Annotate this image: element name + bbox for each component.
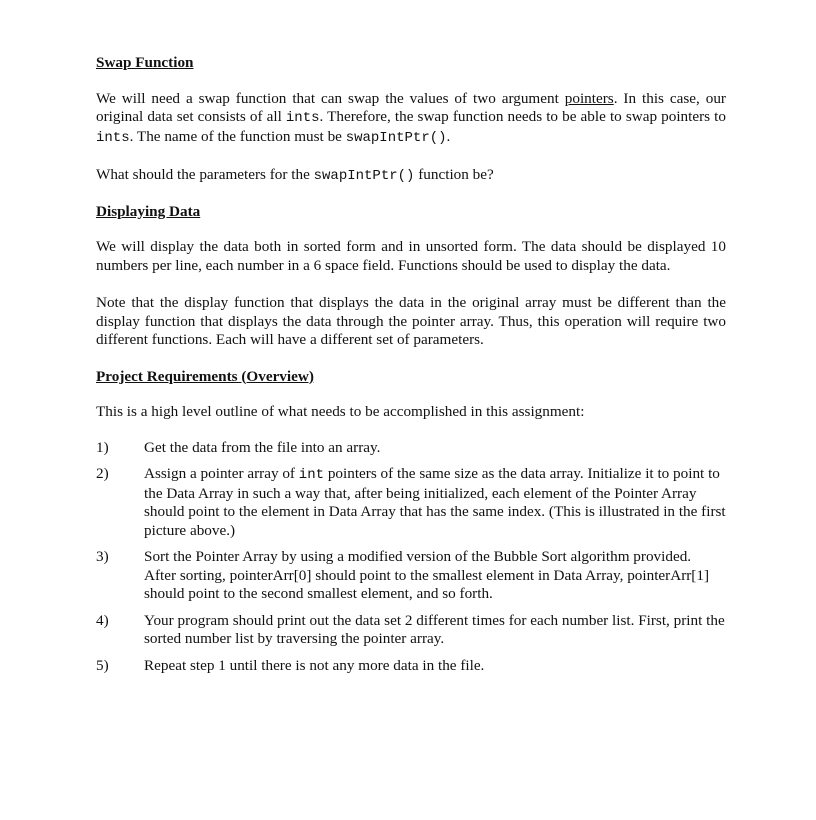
code-int: int — [298, 467, 325, 483]
list-text: Get the data from the file into an array. — [144, 438, 381, 456]
swap-parameters-question: What should the parameters for the swapIntPtr() function be? — [96, 166, 494, 184]
list-item — [96, 548, 726, 604]
pointers-underlined: pointers — [564, 89, 614, 107]
requirements-list — [96, 439, 726, 676]
list-item — [96, 465, 726, 540]
list-text: Sort the Pointer Array by using a modified version of the Bubble Sort algorithm provided. After sorting, pointerArr[0] should point to the smallest element in Data Array, pointerArr[1] should point to the second smallest element, and so forth. — [144, 548, 710, 602]
code-ints: ints — [96, 129, 130, 146]
swap-function-paragraph: We will need a swap function that can swap the values of two argument pointers. In this case, our original data set consists of all ints. Therefore, the swap function needs to be able to swap pointers to ints. The name of the function must be swapIntPtr(). — [96, 89, 726, 146]
list-item — [96, 439, 726, 458]
displaying-data-paragraph-1: We will display the data both in sorted form and in unsorted form. The data should be displayed 10 numbers per line, each number in a 6 space field. Functions should be used to display the data. — [96, 238, 726, 274]
list-number: 3) — [96, 548, 109, 565]
document-page — [96, 54, 726, 675]
project-requirements-heading: Project Requirements (Overview) — [96, 367, 314, 385]
list-number: 4) — [96, 611, 109, 629]
code-swapintptr: swapIntPtr() — [313, 168, 415, 184]
list-item — [96, 657, 726, 676]
list-number: 1) — [96, 438, 109, 456]
code-swapintptr: swapIntPtr() — [345, 129, 447, 146]
displaying-data-paragraph-2: Note that the display function that displays the data in the original array must be different than the display function that displays the data through the pointer array. Thus, this operation will require two different functions. Each will have a different set of parameters. — [96, 294, 726, 348]
requirements-intro: This is a high level outline of what needs to be accomplished in this assignment: — [96, 403, 585, 420]
displaying-data-heading: Displaying Data — [96, 202, 201, 220]
list-number: 5) — [96, 656, 109, 674]
list-text: Your program should print out the data set 2 different times for each number list. First, print the sorted number list by traversing the pointer array. — [144, 611, 725, 647]
swap-function-heading: Swap Function — [96, 54, 194, 71]
list-text: Assign a pointer array of int pointers of the same size as the data array. Initialize it to point to the Data Array in such a way that, after being initialized, each element of the Pointer Array should point to the element in Data Array that has the same index. (This is illustrated in the first picture above.) — [144, 465, 726, 539]
code-ints: ints — [285, 110, 320, 126]
list-number: 2) — [96, 465, 109, 482]
list-item — [96, 612, 726, 649]
list-text: Repeat step 1 until there is not any more data in the file. — [144, 656, 485, 674]
